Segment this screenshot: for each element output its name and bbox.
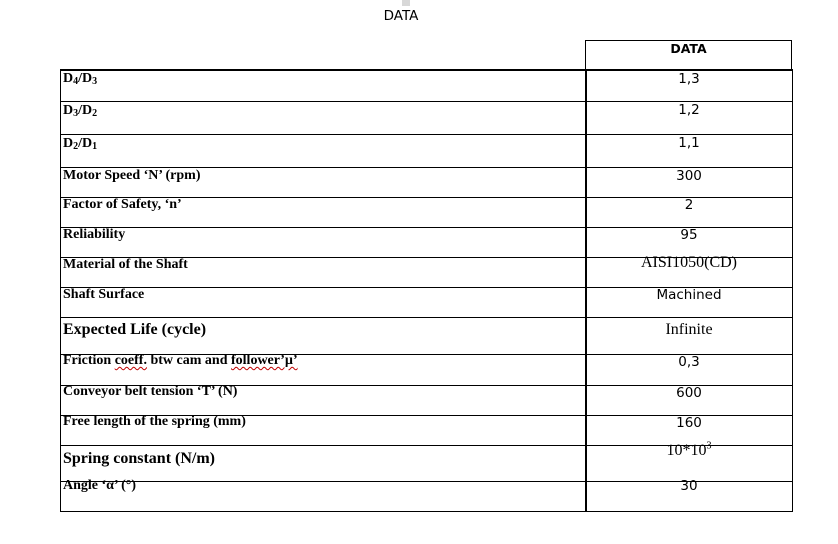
row-label: Free length of the spring (mm)	[63, 414, 246, 429]
row-value: 160	[676, 415, 702, 431]
table-row	[61, 385, 792, 416]
table-row	[61, 478, 792, 513]
row-label: Reliability	[63, 227, 126, 242]
row-value: 2	[684, 197, 694, 213]
row-value: 1,3	[678, 71, 700, 87]
row-value: 300	[676, 168, 702, 184]
data-column-header: DATA	[670, 41, 707, 56]
row-label: Angle ‘α’ (°)	[63, 478, 137, 493]
row-label: $D_2/D_1$	[63, 136, 98, 152]
row-label: Factor of Safety, ‘n’	[63, 197, 182, 212]
table-row	[61, 134, 792, 168]
table-row	[61, 440, 792, 482]
page-title: DATA	[383, 8, 419, 24]
row-label: Spring constant (N/m)	[63, 450, 216, 467]
row-label: Expected Life (cycle)	[63, 321, 207, 338]
table-row	[61, 197, 792, 228]
row-label: Motor Speed ‘N’ (rpm)	[63, 168, 201, 183]
row-value: 600	[676, 385, 702, 401]
row-value: Infinite	[665, 321, 713, 338]
table-row	[61, 317, 792, 355]
data-table	[60, 69, 793, 512]
table-row	[61, 167, 792, 198]
row-value: $10*10^3$	[666, 440, 712, 459]
row-value: 0,3	[678, 354, 700, 370]
table-row	[61, 70, 792, 102]
table-row	[61, 287, 792, 318]
row-label: Friction coeff. btw cam and follower’µ’	[63, 353, 298, 368]
table-row	[61, 101, 792, 135]
row-value: Machined	[656, 287, 722, 303]
row-label: Conveyor belt tension ‘T’ (N)	[63, 384, 238, 399]
data-column-header-cell	[585, 40, 792, 69]
row-label: $D_3/D_2$	[63, 103, 98, 119]
row-label: Material of the Shaft	[63, 257, 188, 272]
page-marker	[402, 0, 410, 6]
row-label: Shaft Surface	[63, 287, 145, 302]
row-value: AISI1050(CD)	[641, 254, 737, 271]
row-label: $D_4/D_3$	[63, 71, 98, 87]
row-value: 1,1	[678, 135, 700, 151]
row-value: 1,2	[678, 102, 700, 118]
table-row	[61, 254, 792, 288]
table-row	[61, 354, 792, 386]
row-value: 30	[680, 478, 698, 494]
row-value: 95	[680, 227, 698, 243]
